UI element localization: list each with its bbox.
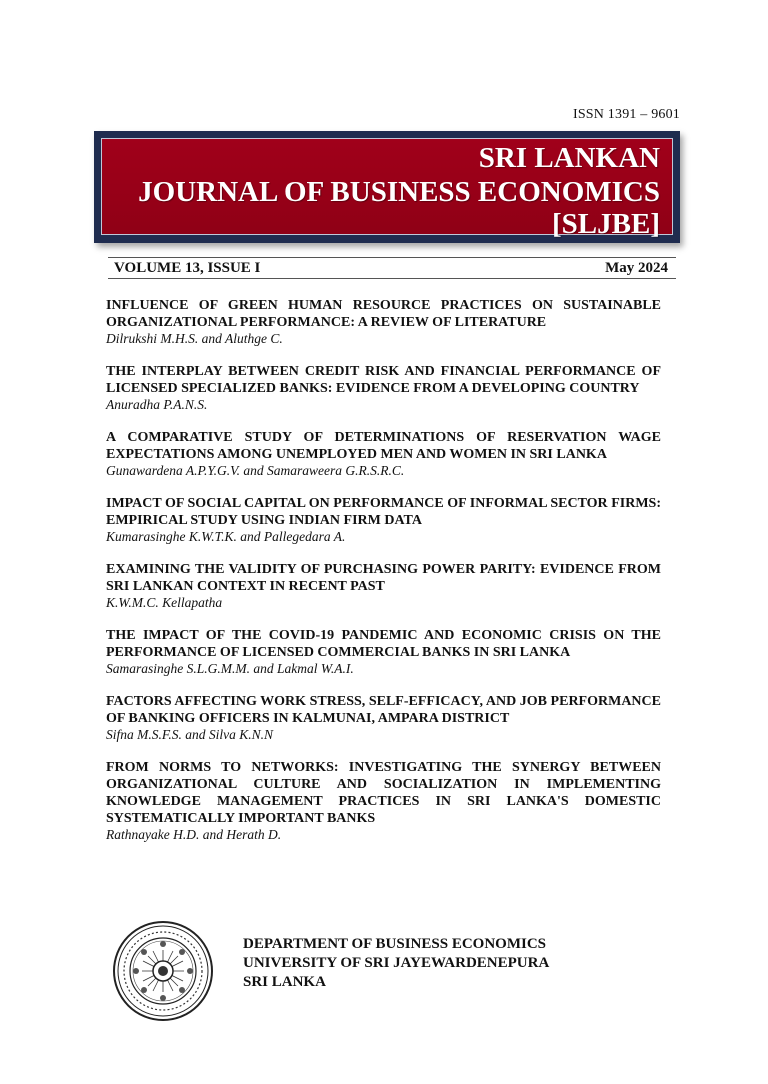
article-title: THE INTERPLAY BETWEEN CREDIT RISK AND FINANCIAL PERFORMANCE OF LICENSED SPECIALIZED BANKS: EVIDENCE FROM A DEVELOPING COUNTRY: [106, 364, 661, 396]
article-title: IMPACT OF SOCIAL CAPITAL ON PERFORMANCE OF INFORMAL SECTOR FIRMS: EMPIRICAL STUDY USING INDIAN FIRM DATA: [106, 496, 661, 528]
article-entry: [106, 495, 661, 545]
article-entry: [106, 297, 661, 347]
issue-date: May 2024: [605, 260, 668, 276]
university-name: UNIVERSITY OF SRI JAYEWARDENEPURA: [243, 955, 550, 971]
article-entry: [106, 561, 661, 611]
department-name: DEPARTMENT OF BUSINESS ECONOMICS: [243, 936, 546, 952]
volume-issue-bar: [108, 257, 676, 279]
article-authors: Sifna M.S.F.S. and Silva K.N.N: [106, 727, 274, 742]
university-seal-graphic: [112, 920, 214, 1022]
volume-issue-label: VOLUME 13, ISSUE I: [114, 260, 261, 276]
article-entry: [106, 363, 661, 413]
article-authors: K.W.M.C. Kellapatha: [106, 595, 223, 610]
article-title: FROM NORMS TO NETWORKS: INVESTIGATING THE SYNERGY BETWEEN ORGANIZATIONAL CULTURE AND SOCIALIZATION IN IMPLEMENTING KNOWLEDGE MANAGEMENT PRACTICES IN SRI LANKA'S DOMESTIC SYSTEMATICALLY IMPORTANT BANKS: [106, 760, 661, 826]
article-entry: [106, 627, 661, 677]
article-title: FACTORS AFFECTING WORK STRESS, SELF-EFFICACY, AND JOB PERFORMANCE OF BANKING OFFICERS IN KALMUNAI, AMPARA DISTRICT: [106, 694, 661, 726]
university-seal-icon: [112, 920, 214, 1022]
country-name: SRI LANKA: [243, 974, 326, 990]
journal-banner: [94, 131, 680, 243]
volume-bar-rule: [108, 278, 676, 279]
article-authors: Rathnayake H.D. and Herath D.: [106, 827, 282, 842]
article-authors: Dilrukshi M.H.S. and Aluthge C.: [106, 331, 283, 346]
article-title: EXAMINING THE VALIDITY OF PURCHASING POWER PARITY: EVIDENCE FROM SRI LANKAN CONTEXT IN RECENT PAST: [106, 562, 661, 594]
journal-title-line-1: SRI LANKAN: [478, 142, 660, 174]
issn-number: ISSN 1391 – 9601: [572, 107, 680, 122]
article-entry: [106, 759, 661, 843]
article-authors: Kumarasinghe K.W.T.K. and Pallegedara A.: [106, 529, 346, 544]
article-entry: [106, 693, 661, 743]
article-title: A COMPARATIVE STUDY OF DETERMINATIONS OF RESERVATION WAGE EXPECTATIONS AMONG UNEMPLOYED MEN AND WOMEN IN SRI LANKA: [106, 430, 661, 462]
article-authors: Samarasinghe S.L.G.M.M. and Lakmal W.A.I.: [106, 661, 354, 676]
journal-banner-fill: [101, 138, 673, 240]
publisher-block: [243, 935, 549, 992]
article-authors: Anuradha P.A.N.S.: [106, 397, 208, 412]
journal-title-abbreviation: [SLJBE]: [552, 208, 660, 240]
journal-title-line-2: JOURNAL OF BUSINESS ECONOMICS: [138, 176, 660, 208]
article-title: THE IMPACT OF THE COVID-19 PANDEMIC AND ECONOMIC CRISIS ON THE PERFORMANCE OF LICENSED COMMERCIAL BANKS IN SRI LANKA: [106, 628, 661, 660]
table-of-contents: [106, 297, 661, 859]
article-entry: [106, 429, 661, 479]
article-authors: Gunawardena A.P.Y.G.V. and Samaraweera G.R.S.R.C.: [106, 463, 405, 478]
article-title: INFLUENCE OF GREEN HUMAN RESOURCE PRACTICES ON SUSTAINABLE ORGANIZATIONAL PERFORMANCE: A REVIEW OF LITERATURE: [106, 298, 661, 330]
